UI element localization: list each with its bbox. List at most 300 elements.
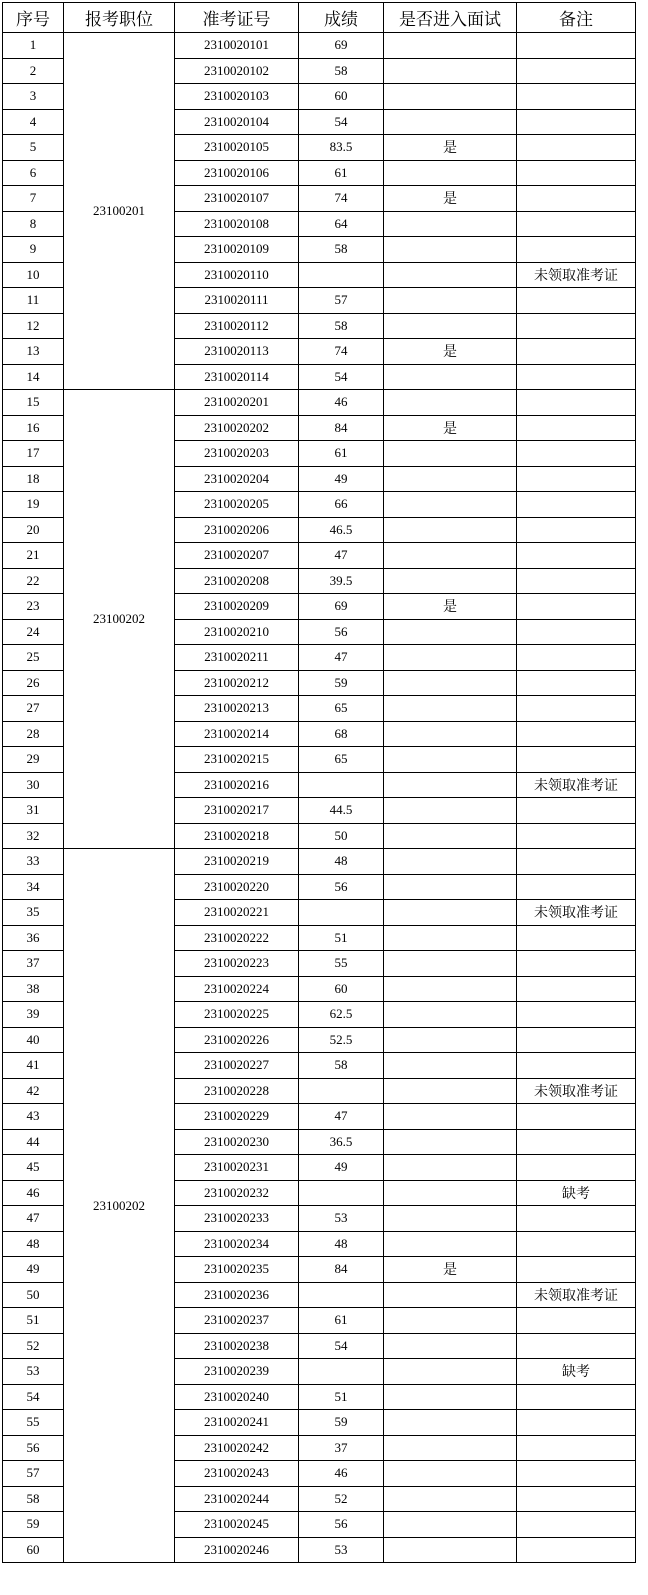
- cell-seq: 51: [3, 1308, 64, 1334]
- cell-score: 61: [299, 441, 384, 467]
- cell-remark: [517, 1333, 636, 1359]
- cell-remark: 未领取准考证: [517, 1078, 636, 1104]
- cell-interview: [384, 900, 517, 926]
- cell-score: 46.5: [299, 517, 384, 543]
- cell-seq: 55: [3, 1410, 64, 1436]
- cell-seq: 50: [3, 1282, 64, 1308]
- cell-seq: 20: [3, 517, 64, 543]
- cell-score: 52.5: [299, 1027, 384, 1053]
- cell-interview: [384, 109, 517, 135]
- cell-position: 23100201: [64, 33, 175, 390]
- cell-ticket-number: 2310020110: [175, 262, 299, 288]
- cell-seq: 60: [3, 1537, 64, 1563]
- cell-interview: [384, 1333, 517, 1359]
- cell-ticket-number: 2310020207: [175, 543, 299, 569]
- cell-seq: 34: [3, 874, 64, 900]
- cell-remark: [517, 1410, 636, 1436]
- cell-interview: [384, 492, 517, 518]
- cell-seq: 56: [3, 1435, 64, 1461]
- cell-ticket-number: 2310020236: [175, 1282, 299, 1308]
- cell-ticket-number: 2310020229: [175, 1104, 299, 1130]
- cell-remark: [517, 798, 636, 824]
- table-row: [3, 390, 636, 416]
- cell-ticket-number: 2310020232: [175, 1180, 299, 1206]
- cell-seq: 27: [3, 696, 64, 722]
- table-row: [3, 33, 636, 59]
- cell-remark: [517, 466, 636, 492]
- cell-score: 61: [299, 1308, 384, 1334]
- cell-interview: [384, 619, 517, 645]
- cell-seq: 18: [3, 466, 64, 492]
- cell-remark: 未领取准考证: [517, 1282, 636, 1308]
- cell-ticket-number: 2310020213: [175, 696, 299, 722]
- cell-score: 83.5: [299, 135, 384, 161]
- cell-remark: [517, 568, 636, 594]
- cell-score: 64: [299, 211, 384, 237]
- table-header: [3, 3, 636, 33]
- cell-seq: 52: [3, 1333, 64, 1359]
- cell-remark: [517, 390, 636, 416]
- cell-seq: 44: [3, 1129, 64, 1155]
- cell-interview: [384, 237, 517, 263]
- cell-interview: [384, 33, 517, 59]
- cell-interview: [384, 1512, 517, 1538]
- cell-remark: [517, 135, 636, 161]
- cell-score: [299, 1078, 384, 1104]
- cell-interview: [384, 798, 517, 824]
- cell-score: 46: [299, 390, 384, 416]
- cell-score: 65: [299, 747, 384, 773]
- cell-remark: 未领取准考证: [517, 262, 636, 288]
- cell-remark: [517, 925, 636, 951]
- cell-seq: 24: [3, 619, 64, 645]
- cell-remark: [517, 721, 636, 747]
- cell-score: 53: [299, 1537, 384, 1563]
- cell-score: 52: [299, 1486, 384, 1512]
- cell-ticket-number: 2310020225: [175, 1002, 299, 1028]
- cell-remark: [517, 1308, 636, 1334]
- cell-score: 84: [299, 415, 384, 441]
- cell-score: 74: [299, 339, 384, 365]
- cell-interview: [384, 1359, 517, 1385]
- cell-score: 58: [299, 1053, 384, 1079]
- cell-remark: [517, 1231, 636, 1257]
- cell-ticket-number: 2310020222: [175, 925, 299, 951]
- cell-interview: [384, 823, 517, 849]
- cell-remark: [517, 1461, 636, 1487]
- cell-interview: [384, 313, 517, 339]
- cell-ticket-number: 2310020244: [175, 1486, 299, 1512]
- cell-remark: [517, 186, 636, 212]
- cell-interview: [384, 1231, 517, 1257]
- cell-seq: 32: [3, 823, 64, 849]
- cell-remark: [517, 849, 636, 875]
- cell-ticket-number: 2310020215: [175, 747, 299, 773]
- cell-remark: [517, 670, 636, 696]
- cell-remark: [517, 747, 636, 773]
- cell-interview: [384, 951, 517, 977]
- cell-score: 62.5: [299, 1002, 384, 1028]
- cell-seq: 17: [3, 441, 64, 467]
- cell-ticket-number: 2310020212: [175, 670, 299, 696]
- table-body: [3, 33, 636, 1563]
- cell-seq: 2: [3, 58, 64, 84]
- cell-seq: 19: [3, 492, 64, 518]
- cell-ticket-number: 2310020227: [175, 1053, 299, 1079]
- cell-seq: 47: [3, 1206, 64, 1232]
- cell-interview: [384, 925, 517, 951]
- header-score: 成绩: [299, 3, 384, 33]
- cell-seq: 48: [3, 1231, 64, 1257]
- cell-interview: [384, 721, 517, 747]
- cell-remark: [517, 823, 636, 849]
- cell-ticket-number: 2310020235: [175, 1257, 299, 1283]
- cell-score: 69: [299, 594, 384, 620]
- cell-seq: 1: [3, 33, 64, 59]
- cell-ticket-number: 2310020106: [175, 160, 299, 186]
- cell-ticket-number: 2310020111: [175, 288, 299, 314]
- cell-score: 56: [299, 874, 384, 900]
- cell-ticket-number: 2310020226: [175, 1027, 299, 1053]
- cell-interview: [384, 390, 517, 416]
- cell-score: 69: [299, 33, 384, 59]
- cell-remark: [517, 1104, 636, 1130]
- cell-ticket-number: 2310020218: [175, 823, 299, 849]
- cell-remark: [517, 696, 636, 722]
- cell-remark: 未领取准考证: [517, 772, 636, 798]
- cell-score: 50: [299, 823, 384, 849]
- cell-interview: [384, 1155, 517, 1181]
- cell-remark: [517, 160, 636, 186]
- cell-interview: [384, 58, 517, 84]
- cell-seq: 31: [3, 798, 64, 824]
- cell-interview: 是: [384, 135, 517, 161]
- cell-ticket-number: 2310020210: [175, 619, 299, 645]
- header-seq: 序号: [3, 3, 64, 33]
- cell-score: 47: [299, 1104, 384, 1130]
- cell-interview: [384, 1486, 517, 1512]
- cell-remark: [517, 619, 636, 645]
- cell-remark: [517, 1512, 636, 1538]
- cell-interview: [384, 670, 517, 696]
- cell-score: 58: [299, 237, 384, 263]
- cell-remark: [517, 1129, 636, 1155]
- cell-remark: [517, 951, 636, 977]
- cell-seq: 35: [3, 900, 64, 926]
- cell-remark: [517, 58, 636, 84]
- cell-ticket-number: 2310020101: [175, 33, 299, 59]
- cell-interview: [384, 84, 517, 110]
- cell-seq: 23: [3, 594, 64, 620]
- cell-seq: 14: [3, 364, 64, 390]
- cell-score: [299, 1180, 384, 1206]
- cell-remark: [517, 1053, 636, 1079]
- cell-position: 23100202: [64, 390, 175, 849]
- cell-score: 59: [299, 1410, 384, 1436]
- cell-ticket-number: 2310020230: [175, 1129, 299, 1155]
- cell-ticket-number: 2310020228: [175, 1078, 299, 1104]
- cell-remark: [517, 645, 636, 671]
- cell-remark: [517, 1486, 636, 1512]
- cell-ticket-number: 2310020246: [175, 1537, 299, 1563]
- cell-remark: 缺考: [517, 1359, 636, 1385]
- cell-remark: [517, 1027, 636, 1053]
- header-remark: 备注: [517, 3, 636, 33]
- cell-ticket-number: 2310020224: [175, 976, 299, 1002]
- cell-remark: [517, 594, 636, 620]
- cell-score: 74: [299, 186, 384, 212]
- cell-ticket-number: 2310020201: [175, 390, 299, 416]
- cell-remark: [517, 1537, 636, 1563]
- cell-interview: 是: [384, 415, 517, 441]
- cell-seq: 10: [3, 262, 64, 288]
- cell-score: 55: [299, 951, 384, 977]
- cell-remark: [517, 84, 636, 110]
- cell-interview: 是: [384, 186, 517, 212]
- cell-interview: [384, 1384, 517, 1410]
- cell-score: [299, 262, 384, 288]
- cell-score: 65: [299, 696, 384, 722]
- cell-seq: 6: [3, 160, 64, 186]
- cell-seq: 36: [3, 925, 64, 951]
- cell-score: 54: [299, 109, 384, 135]
- cell-remark: 未领取准考证: [517, 900, 636, 926]
- cell-remark: 缺考: [517, 1180, 636, 1206]
- cell-score: 44.5: [299, 798, 384, 824]
- cell-score: [299, 1282, 384, 1308]
- cell-interview: 是: [384, 339, 517, 365]
- cell-interview: [384, 364, 517, 390]
- cell-interview: [384, 1027, 517, 1053]
- header-row: [3, 3, 636, 33]
- cell-ticket-number: 2310020231: [175, 1155, 299, 1181]
- cell-score: 60: [299, 976, 384, 1002]
- cell-remark: [517, 492, 636, 518]
- cell-remark: [517, 109, 636, 135]
- cell-interview: [384, 1282, 517, 1308]
- cell-ticket-number: 2310020241: [175, 1410, 299, 1436]
- cell-ticket-number: 2310020211: [175, 645, 299, 671]
- cell-score: [299, 900, 384, 926]
- cell-seq: 54: [3, 1384, 64, 1410]
- cell-seq: 46: [3, 1180, 64, 1206]
- cell-remark: [517, 33, 636, 59]
- cell-remark: [517, 1384, 636, 1410]
- cell-score: 49: [299, 1155, 384, 1181]
- cell-score: 48: [299, 849, 384, 875]
- cell-interview: [384, 466, 517, 492]
- cell-seq: 22: [3, 568, 64, 594]
- cell-score: 54: [299, 364, 384, 390]
- cell-ticket-number: 2310020216: [175, 772, 299, 798]
- cell-ticket-number: 2310020107: [175, 186, 299, 212]
- cell-interview: [384, 1537, 517, 1563]
- cell-remark: [517, 237, 636, 263]
- cell-seq: 28: [3, 721, 64, 747]
- cell-seq: 16: [3, 415, 64, 441]
- cell-ticket-number: 2310020217: [175, 798, 299, 824]
- cell-interview: [384, 543, 517, 569]
- cell-remark: [517, 415, 636, 441]
- cell-remark: [517, 211, 636, 237]
- cell-seq: 26: [3, 670, 64, 696]
- cell-score: 58: [299, 58, 384, 84]
- cell-seq: 30: [3, 772, 64, 798]
- cell-ticket-number: 2310020234: [175, 1231, 299, 1257]
- cell-position: 23100202: [64, 849, 175, 1563]
- cell-score: 51: [299, 925, 384, 951]
- cell-ticket-number: 2310020219: [175, 849, 299, 875]
- cell-ticket-number: 2310020204: [175, 466, 299, 492]
- cell-score: 39.5: [299, 568, 384, 594]
- score-table: [2, 2, 636, 1563]
- cell-interview: [384, 1104, 517, 1130]
- cell-interview: [384, 696, 517, 722]
- cell-ticket-number: 2310020109: [175, 237, 299, 263]
- cell-remark: [517, 1206, 636, 1232]
- cell-interview: [384, 1308, 517, 1334]
- cell-remark: [517, 364, 636, 390]
- cell-ticket-number: 2310020102: [175, 58, 299, 84]
- cell-score: 56: [299, 1512, 384, 1538]
- cell-seq: 5: [3, 135, 64, 161]
- cell-ticket-number: 2310020240: [175, 1384, 299, 1410]
- cell-seq: 4: [3, 109, 64, 135]
- cell-seq: 15: [3, 390, 64, 416]
- cell-interview: [384, 1435, 517, 1461]
- cell-seq: 25: [3, 645, 64, 671]
- cell-seq: 43: [3, 1104, 64, 1130]
- cell-seq: 33: [3, 849, 64, 875]
- cell-seq: 42: [3, 1078, 64, 1104]
- cell-ticket-number: 2310020103: [175, 84, 299, 110]
- cell-score: 59: [299, 670, 384, 696]
- cell-score: 58: [299, 313, 384, 339]
- cell-ticket-number: 2310020206: [175, 517, 299, 543]
- cell-score: 84: [299, 1257, 384, 1283]
- cell-score: [299, 1359, 384, 1385]
- cell-interview: [384, 1461, 517, 1487]
- cell-ticket-number: 2310020214: [175, 721, 299, 747]
- cell-ticket-number: 2310020243: [175, 1461, 299, 1487]
- cell-ticket-number: 2310020238: [175, 1333, 299, 1359]
- cell-score: 36.5: [299, 1129, 384, 1155]
- cell-score: 47: [299, 645, 384, 671]
- cell-ticket-number: 2310020220: [175, 874, 299, 900]
- cell-seq: 37: [3, 951, 64, 977]
- cell-score: 48: [299, 1231, 384, 1257]
- cell-remark: [517, 288, 636, 314]
- cell-ticket-number: 2310020113: [175, 339, 299, 365]
- cell-score: 60: [299, 84, 384, 110]
- cell-seq: 9: [3, 237, 64, 263]
- cell-seq: 11: [3, 288, 64, 314]
- cell-remark: [517, 1155, 636, 1181]
- cell-ticket-number: 2310020108: [175, 211, 299, 237]
- cell-seq: 38: [3, 976, 64, 1002]
- cell-score: 68: [299, 721, 384, 747]
- cell-remark: [517, 339, 636, 365]
- cell-seq: 7: [3, 186, 64, 212]
- cell-remark: [517, 874, 636, 900]
- cell-interview: [384, 976, 517, 1002]
- cell-interview: [384, 568, 517, 594]
- cell-remark: [517, 441, 636, 467]
- cell-ticket-number: 2310020112: [175, 313, 299, 339]
- cell-interview: [384, 1180, 517, 1206]
- cell-score: 53: [299, 1206, 384, 1232]
- cell-score: 37: [299, 1435, 384, 1461]
- cell-ticket-number: 2310020242: [175, 1435, 299, 1461]
- cell-score: 56: [299, 619, 384, 645]
- cell-interview: 是: [384, 1257, 517, 1283]
- cell-score: 61: [299, 160, 384, 186]
- cell-ticket-number: 2310020237: [175, 1308, 299, 1334]
- cell-ticket-number: 2310020208: [175, 568, 299, 594]
- cell-interview: [384, 1053, 517, 1079]
- cell-score: 46: [299, 1461, 384, 1487]
- cell-interview: [384, 1410, 517, 1436]
- cell-ticket-number: 2310020245: [175, 1512, 299, 1538]
- cell-score: 49: [299, 466, 384, 492]
- cell-ticket-number: 2310020209: [175, 594, 299, 620]
- cell-ticket-number: 2310020205: [175, 492, 299, 518]
- cell-ticket-number: 2310020233: [175, 1206, 299, 1232]
- cell-seq: 59: [3, 1512, 64, 1538]
- cell-interview: [384, 517, 517, 543]
- cell-interview: [384, 160, 517, 186]
- cell-remark: [517, 543, 636, 569]
- cell-interview: [384, 1206, 517, 1232]
- cell-interview: [384, 441, 517, 467]
- table-row: [3, 849, 636, 875]
- cell-ticket-number: 2310020104: [175, 109, 299, 135]
- cell-interview: [384, 747, 517, 773]
- header-position: 报考职位: [64, 3, 175, 33]
- cell-seq: 13: [3, 339, 64, 365]
- cell-interview: [384, 874, 517, 900]
- cell-score: 57: [299, 288, 384, 314]
- cell-seq: 58: [3, 1486, 64, 1512]
- cell-seq: 3: [3, 84, 64, 110]
- cell-remark: [517, 1257, 636, 1283]
- cell-interview: 是: [384, 594, 517, 620]
- cell-seq: 39: [3, 1002, 64, 1028]
- cell-ticket-number: 2310020202: [175, 415, 299, 441]
- cell-interview: [384, 849, 517, 875]
- cell-interview: [384, 211, 517, 237]
- cell-interview: [384, 1002, 517, 1028]
- cell-ticket-number: 2310020239: [175, 1359, 299, 1385]
- cell-score: 66: [299, 492, 384, 518]
- cell-remark: [517, 517, 636, 543]
- cell-seq: 41: [3, 1053, 64, 1079]
- cell-ticket-number: 2310020203: [175, 441, 299, 467]
- cell-seq: 21: [3, 543, 64, 569]
- cell-seq: 12: [3, 313, 64, 339]
- cell-remark: [517, 976, 636, 1002]
- header-interview: 是否进入面试: [384, 3, 517, 33]
- cell-interview: [384, 1129, 517, 1155]
- cell-interview: [384, 1078, 517, 1104]
- cell-score: 54: [299, 1333, 384, 1359]
- cell-ticket-number: 2310020105: [175, 135, 299, 161]
- cell-remark: [517, 313, 636, 339]
- cell-seq: 49: [3, 1257, 64, 1283]
- cell-ticket-number: 2310020223: [175, 951, 299, 977]
- header-ticket-number: 准考证号: [175, 3, 299, 33]
- cell-interview: [384, 262, 517, 288]
